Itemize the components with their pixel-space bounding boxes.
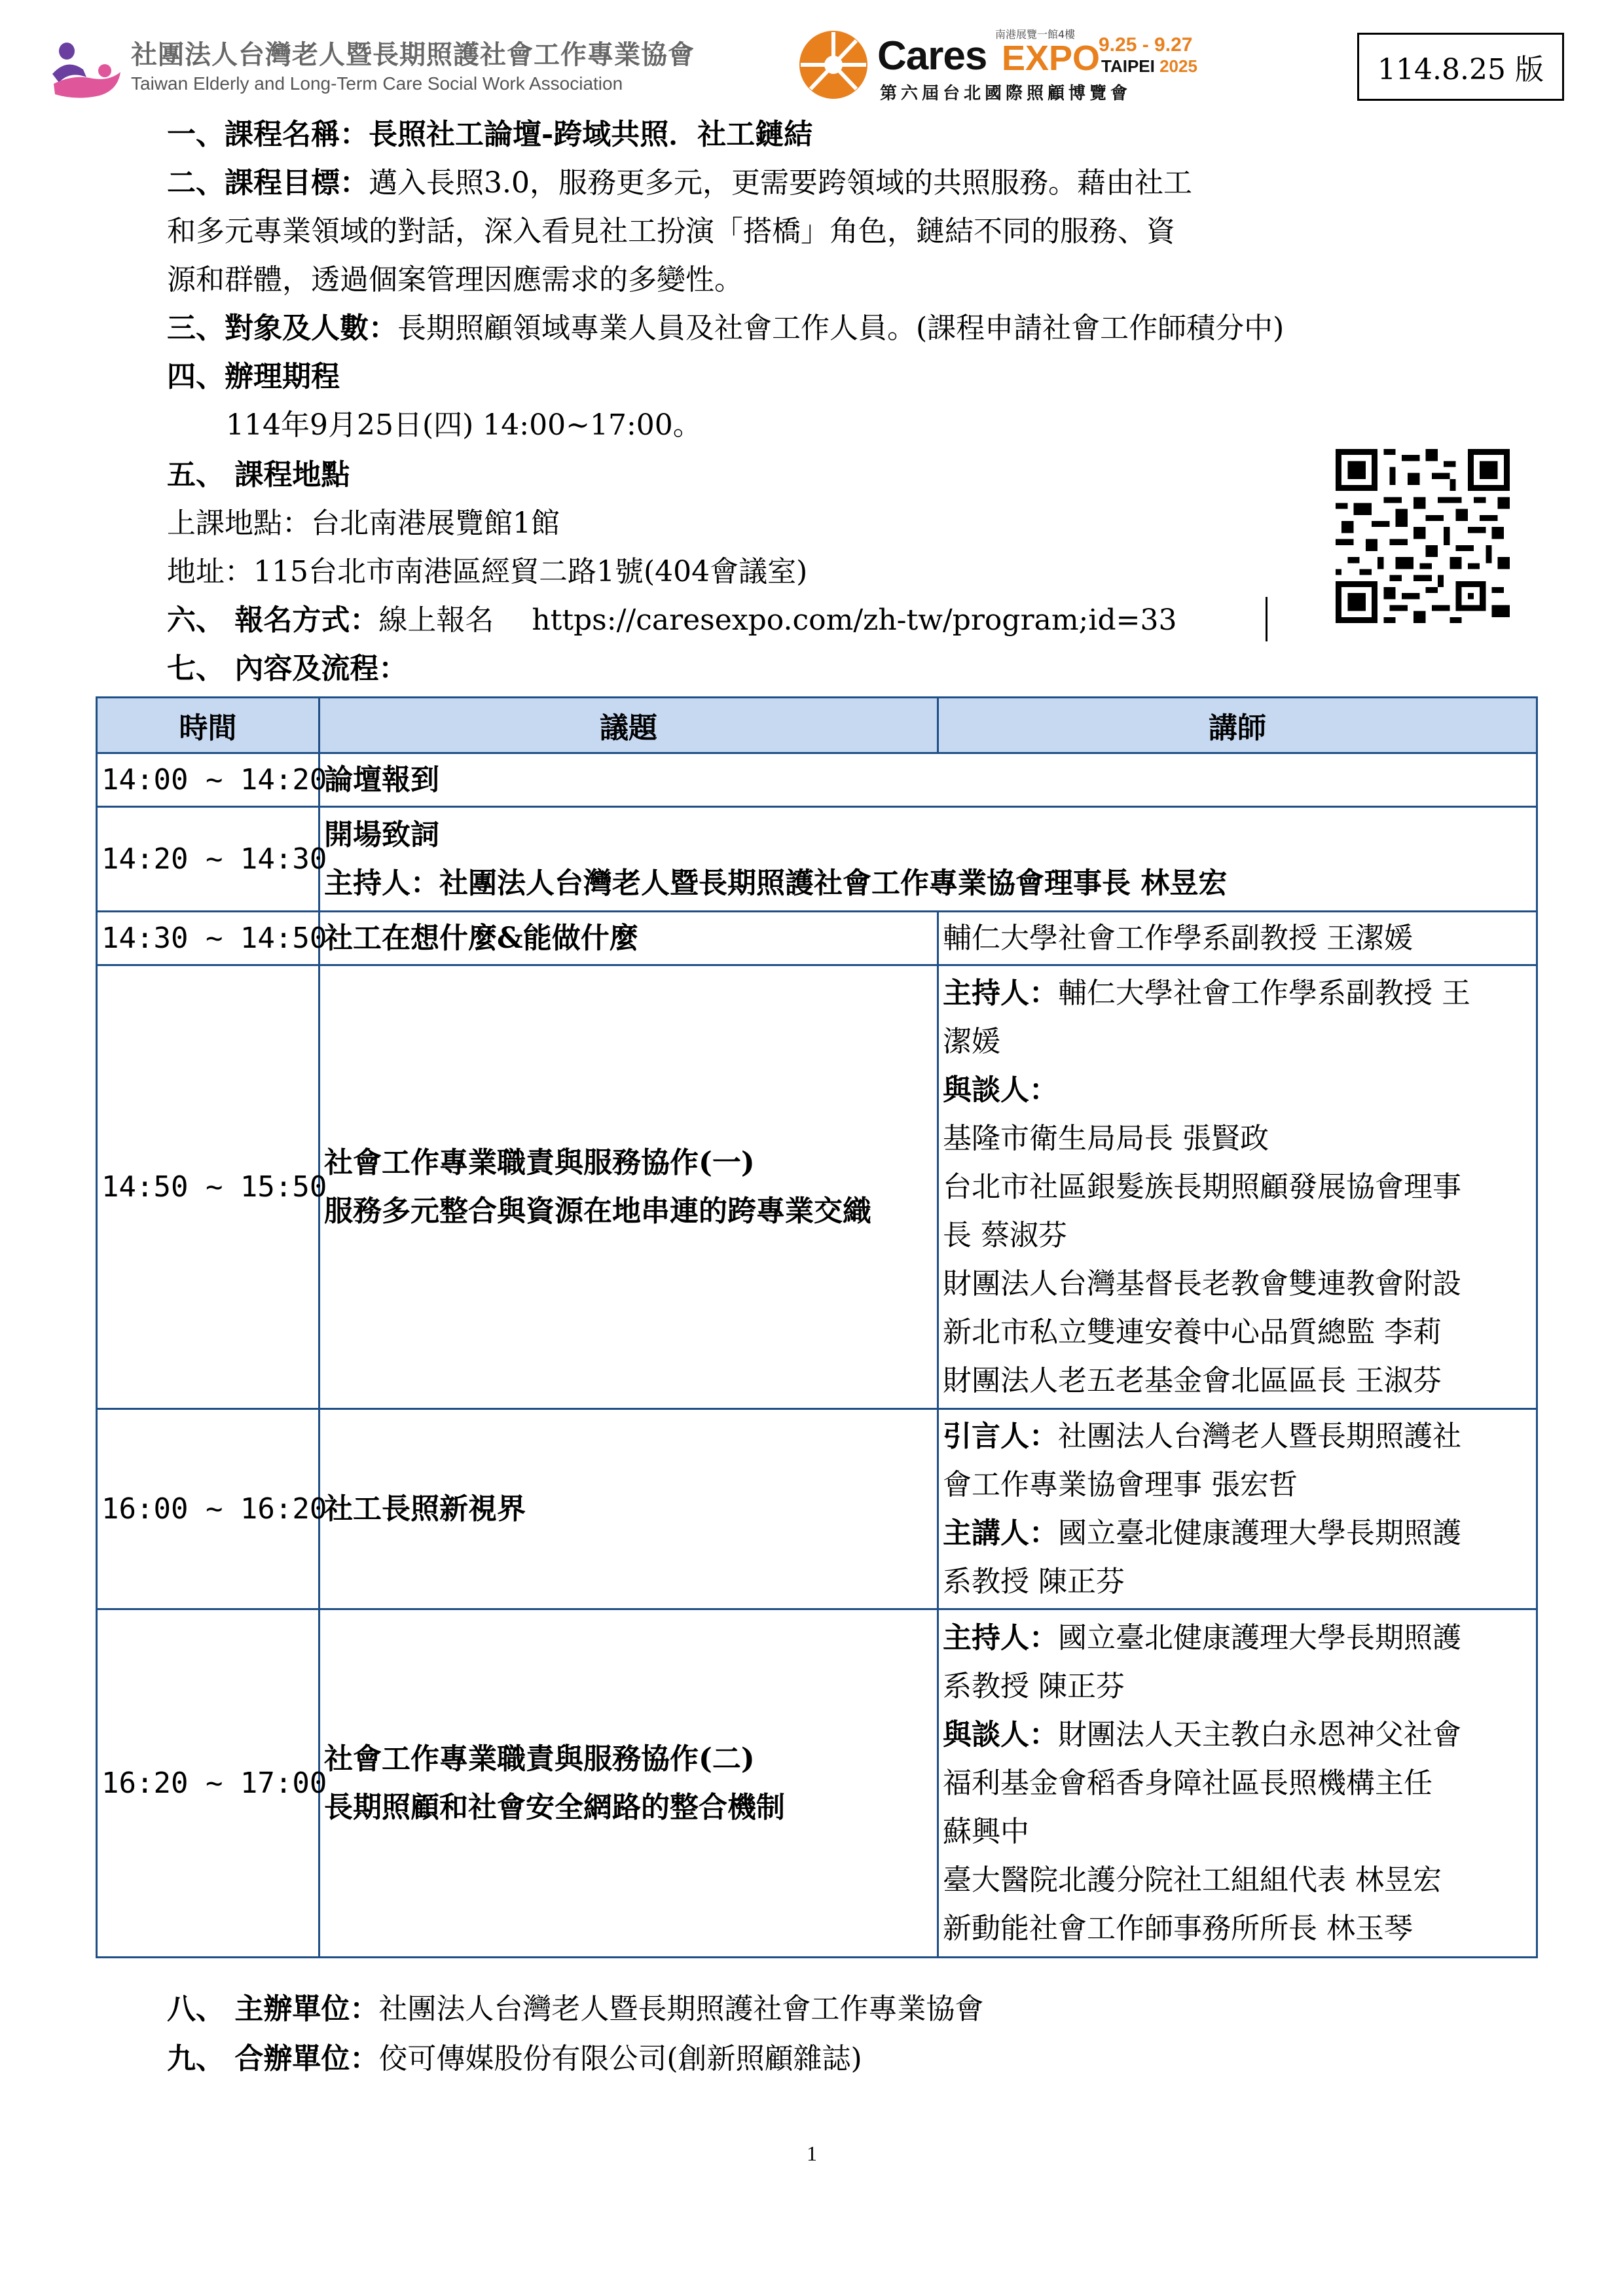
section-course-name: 一、課程名稱：長照社工論壇-跨域共照．社工鏈結 [167,118,813,151]
row-speaker [938,1609,1537,1958]
row-time: 16:20 ~ 17:00 [97,1609,319,1958]
association-logo [47,38,124,103]
text-cursor-bar [1266,597,1267,641]
speaker-line: 基隆市衛生局局長 張賢政 [943,1121,1269,1155]
speaker-line: 長 蔡淑芬 [943,1218,1067,1252]
table-row [97,807,1537,912]
row-speaker [938,1409,1537,1609]
association-name: 社團法人台灣老人暨長期照護社會工作專業協會 [131,40,695,70]
co-organizer-name: 佼可傳媒股份有限公司(創新照顧雜誌) [378,2042,862,2075]
row-topic-line: 社會工作專業職責與服務協作(一) [324,1145,755,1179]
row-time: 14:50 ~ 15:50 [97,965,319,1409]
page-header [0,0,1623,111]
row-topic: 論壇報到 [319,753,1537,807]
row-time: 16:00 ~ 16:20 [97,1409,319,1609]
section-location-venue: 上課地點：台北南港展覽館1館 [167,507,560,540]
row-topic-line: 長期照顧和社會安全網路的整合機制 [324,1790,785,1824]
expo-chinese-name: 第六屆台北國際照顧博覽會 [880,84,1132,103]
row-topic-title: 開場致詞 [324,817,439,852]
expo-venue-tag: 南港展覽一館4樓 [995,28,1076,41]
row-time: 14:00 ~ 14:20 [97,753,319,807]
section-content-label: 七、 內容及流程： [167,652,408,685]
page-number: 1 [807,2142,817,2165]
row-topic-line: 服務多元整合與資源在地串連的跨專業交織 [324,1194,871,1228]
row-topic: 社工長照新視界 [319,1409,938,1609]
speaker-line: 潔媛 [943,1024,1000,1058]
section-registration: 六、 報名方式：線上報名 https://caresexpo.com/zh-tw/program;id=33 [167,603,1177,637]
header-speaker: 講師 [938,698,1537,753]
speaker-line: 與談人：財團法人天主教白永恩神父社會 [943,1717,1461,1751]
speaker-line: 財團法人老五老基金會北區區長 王淑芬 [943,1363,1442,1397]
speaker-line: 引言人：社團法人台灣老人暨長期照護社 [943,1419,1461,1453]
speaker-line: 新北市私立雙連安養中心品質總監 李莉 [943,1315,1442,1349]
association-name-en: Taiwan Elderly and Long-Term Care Social Work Association [131,73,623,94]
section-course-goal-line3: 源和群體，透過個案管理因應需求的多變性。 [167,263,743,296]
section-audience: 三、對象及人數：長期照顧領域專業人員及社會工作人員。(課程申請社會工作師積分中) [167,312,1285,345]
section-schedule-label: 四、辦理期程 [167,360,340,393]
row-topic [319,807,1537,912]
expo-city: TAIPEI 2025 [1101,56,1197,76]
speaker-line: 系教授 陳正芬 [943,1669,1125,1703]
version-label: 114.8.25 版 [1357,33,1564,101]
speaker-line: 新動能社會工作師事務所所長 林玉琴 [943,1911,1413,1945]
speaker-line: 臺大醫院北護分院社工組組代表 林昱宏 [943,1863,1442,1897]
speaker-line: 台北市社區銀髮族長期照顧發展協會理事 [943,1170,1461,1204]
row-speaker: 輔仁大學社會工作學系副教授 王潔媛 [938,912,1537,965]
speaker-line: 主持人：輔仁大學社會工作學系副教授 王 [943,976,1470,1010]
section-location-address: 地址：115台北市南港區經貿二路1號(404會議室) [167,555,808,588]
speaker-line: 系教授 陳正芬 [943,1564,1125,1598]
speaker-line: 主講人：國立臺北健康護理大學長期照護 [943,1516,1461,1550]
speaker-line: 會工作專業協會理事 張宏哲 [943,1467,1298,1501]
registration-link[interactable]: 線上報名 https://caresexpo.com/zh-tw/program;id=33 [378,603,1177,637]
row-topic: 社工在想什麼&能做什麼 [319,912,938,965]
table-row [97,753,1537,807]
section-course-goal: 二、課程目標：邁入長照3.0，服務更多元，更需要跨領域的共照服務。藉由社工 [167,166,1192,200]
row-time: 14:30 ~ 14:50 [97,912,319,965]
row-topic [319,965,938,1409]
expo-brand-cares: Cares [877,33,987,79]
section-course-goal-line2: 和多元專業領域的對話，深入看見社工扮演「搭橋」角色，鏈結不同的服務、資 [167,215,1175,248]
speaker-line: 財團法人台灣基督長老教會雙連教會附設 [943,1266,1461,1300]
header-time: 時間 [97,698,319,753]
table-row [97,912,1537,965]
speaker-line: 主持人：國立臺北健康護理大學長期照護 [943,1621,1461,1655]
section-location-label: 五、 課程地點 [167,458,350,492]
table-row [97,1409,1537,1609]
row-topic [319,1609,938,1958]
section-schedule-value: 114年9月25日(四) 14:00~17:00。 [226,408,702,442]
section-organizer: 八、 主辦單位：社團法人台灣老人暨長期照護社會工作專業協會 [167,1992,984,2026]
registration-qr-code[interactable] [1336,449,1510,623]
speaker-line: 蘇興中 [943,1814,1029,1848]
header-topic: 議題 [319,698,938,753]
expo-brand-expo: EXPO [1002,39,1101,78]
section-co-organizer: 九、 合辦單位：佼可傳媒股份有限公司(創新照顧雜誌) [167,2042,862,2075]
row-time: 14:20 ~ 14:30 [97,807,319,912]
row-speaker [938,965,1537,1409]
schedule-table [96,696,1538,1958]
expo-dates: 9.25 - 9.27 [1099,34,1193,56]
row-topic-line: 社會工作專業職責與服務協作(二) [324,1742,755,1776]
table-row [97,1609,1537,1958]
speaker-line: 與談人： [943,1073,1058,1107]
speaker-line: 福利基金會稻香身障社區長照機構主任 [943,1766,1432,1800]
table-header-row [97,698,1537,753]
row-host: 主持人：社團法人台灣老人暨長期照護社會工作專業協會理事長 林昱宏 [324,866,1228,900]
table-row [97,965,1537,1409]
cares-expo-sun-logo [797,29,869,101]
